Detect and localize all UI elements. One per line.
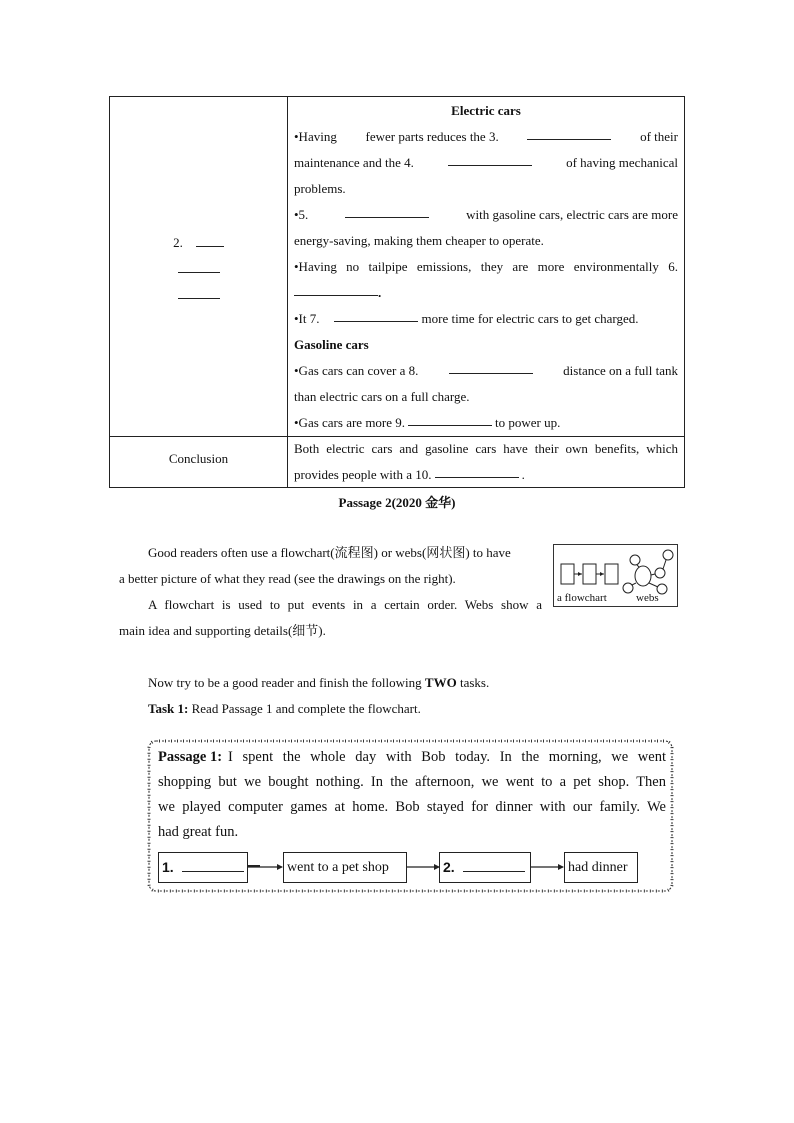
answer-blank-7[interactable] — [334, 306, 418, 322]
answer-blank-6[interactable] — [294, 280, 378, 296]
text-run: of their — [640, 129, 678, 144]
table-line — [294, 280, 678, 306]
conclusion-cell — [294, 436, 678, 488]
table-line — [294, 150, 678, 176]
text-run: . — [378, 285, 382, 300]
flowchart-box-4: had dinner — [564, 852, 638, 883]
webs-caption: webs — [636, 592, 659, 604]
answer-blank-flow-1[interactable] — [182, 855, 244, 872]
table-line — [294, 462, 678, 488]
text-run: more time for electric cars to get charged. — [421, 311, 639, 326]
text-run: Read Passage 1 and complete the flowchart. — [188, 701, 421, 716]
text-run: Both electric cars and gasoline cars have their own benefits, which — [294, 441, 678, 456]
text-run: problems. — [294, 181, 346, 196]
paragraph-line: main idea and supporting details(细节). — [119, 623, 326, 638]
text-run: TWO — [424, 675, 457, 690]
answer-blank-9[interactable] — [408, 410, 492, 426]
passage-1-box — [147, 739, 674, 893]
paragraph-line: A flowchart is used to put events in a certain order. Webs show a — [148, 597, 542, 612]
flowchart-number: 1. — [162, 859, 174, 875]
text-run: I spent the whole day with Bob today. In the morning, we went — [228, 749, 666, 765]
arrow-right-icon — [248, 860, 284, 874]
text-run: •Having no tailpipe emissions, they are more environmentally 6. — [294, 259, 678, 274]
table-line — [294, 124, 678, 150]
text-run: we played computer games at home. Bob stayed for dinner with our family. We — [158, 799, 666, 815]
text-run: •Gas cars can cover a 8. — [294, 363, 419, 378]
table-line — [294, 176, 678, 202]
text-run: •Gas cars are more 9. — [294, 415, 406, 430]
passage-line — [158, 745, 666, 770]
passage-2-title: Passage 2(2020 金华) — [338, 495, 456, 510]
text-run: •It 7. — [294, 311, 320, 326]
text-run: energy-saving, making them cheaper to operate. — [294, 233, 544, 248]
text-run: •Having — [294, 129, 337, 144]
text-run: provides people with a 10. — [294, 467, 432, 482]
table-line — [294, 358, 678, 384]
flowchart-box-1 — [158, 852, 248, 883]
row-label-cell — [110, 230, 287, 308]
text-run: . — [521, 467, 525, 482]
task-1-instruction — [148, 696, 421, 722]
answer-blank-5[interactable] — [345, 202, 429, 218]
table-line — [294, 436, 678, 462]
answer-blank-flow-2[interactable] — [463, 855, 525, 872]
text-run: maintenance and the 4. — [294, 155, 414, 170]
table-line — [294, 410, 678, 436]
answer-blank-2a[interactable] — [196, 232, 224, 247]
text-run: Task 1: — [148, 701, 189, 716]
flowchart-box-2: went to a pet shop — [283, 852, 407, 883]
table-line — [294, 254, 678, 280]
text-run: had great fun. — [158, 824, 239, 840]
conclusion-label: Conclusion — [168, 451, 229, 466]
text-run: fewer parts reduces the 3. — [365, 129, 499, 144]
instruction-line — [148, 670, 489, 696]
answer-blank-4[interactable] — [448, 150, 532, 166]
arrow-right-icon — [407, 860, 441, 874]
text-run: of having mechanical — [566, 155, 678, 170]
text-run: with gasoline cars, electric cars are more — [466, 207, 678, 222]
text-run: distance on a full tank — [563, 363, 678, 378]
table-column-divider — [287, 97, 288, 487]
table-line — [294, 228, 678, 254]
paragraph-line: Good readers often use a flowchart(流程图) or webs(网状图) to have — [148, 545, 511, 560]
passage-line — [158, 795, 666, 820]
paragraph-line: a better picture of what they read (see the drawings on the right). — [119, 571, 456, 586]
text-run: to power up. — [495, 415, 561, 430]
electric-cars-heading: Electric cars — [451, 103, 521, 118]
table-line — [294, 202, 678, 228]
answer-blank-8[interactable] — [449, 358, 533, 374]
answer-blank-2c[interactable] — [178, 284, 220, 299]
table-line — [294, 306, 678, 332]
answer-blank-3[interactable] — [527, 124, 611, 140]
electric-cars-cell — [294, 98, 678, 436]
flowchart-number: 2. — [443, 859, 455, 875]
row-label-number: 2. — [173, 235, 183, 250]
passage-1-text — [158, 745, 666, 845]
passage-1-label: Passage 1: — [158, 749, 223, 765]
arrow-right-icon — [531, 860, 565, 874]
gasoline-cars-heading: Gasoline cars — [294, 337, 369, 352]
text-run: tasks. — [456, 675, 490, 690]
flowchart-caption: a flowchart — [557, 592, 607, 604]
answer-blank-10[interactable] — [435, 462, 519, 478]
table-line — [294, 384, 678, 410]
text-run: than electric cars on a full charge. — [294, 389, 470, 404]
comparison-table — [109, 96, 685, 488]
text-run: Now try to be a good reader and finish the following — [148, 675, 425, 690]
text-run: shopping but we bought nothing. In the afternoon, we went to a pet shop. Then — [158, 774, 666, 790]
text-run: •5. — [294, 207, 309, 222]
flowchart-webs-figure — [553, 544, 678, 607]
answer-blank-2b[interactable] — [178, 258, 220, 273]
flowchart-box-3 — [439, 852, 531, 883]
passage-line — [158, 770, 666, 795]
passage-line — [158, 820, 666, 845]
